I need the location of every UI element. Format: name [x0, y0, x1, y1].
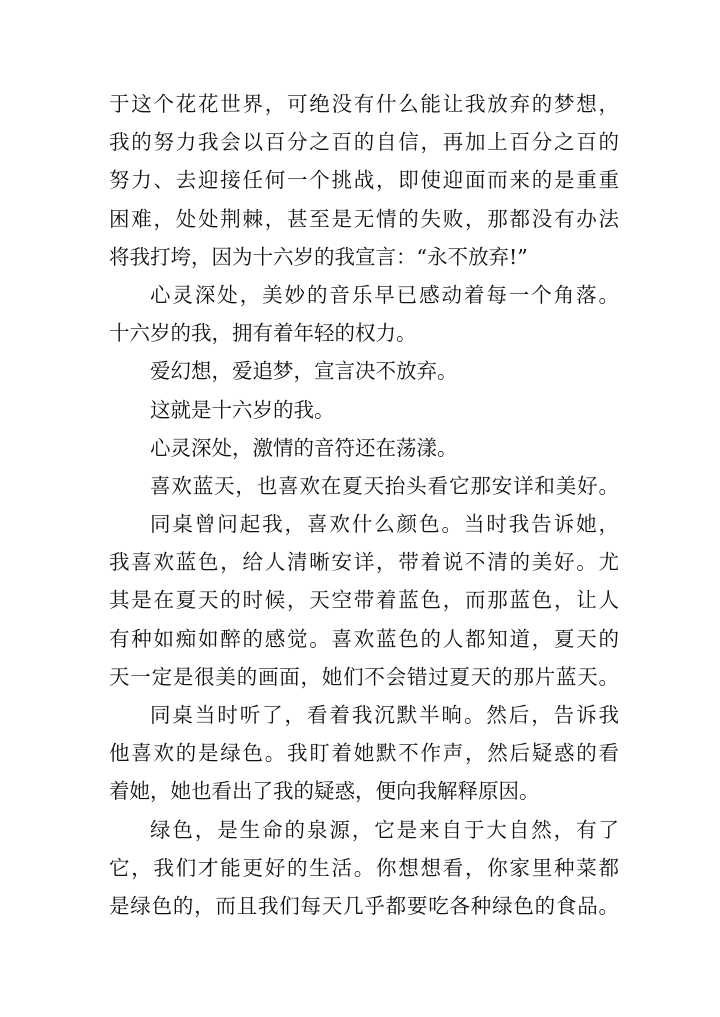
text-line: 天一定是很美的画面，她们不会错过夏天的那片蓝天。 — [109, 664, 619, 689]
text-line: 他喜欢的是绿色。我盯着她默不作声，然后疑惑的看 — [109, 741, 619, 766]
text-line: 它，我们才能更好的生活。你想想看，你家里种菜都 — [109, 855, 619, 880]
text-line: 其是在夏天的时候，天空带着蓝色，而那蓝色，让人 — [109, 588, 619, 613]
text-line: 心灵深处，激情的音符还在荡漾。 — [150, 435, 458, 460]
text-line: 同桌曾问起我，喜欢什么颜色。当时我告诉她， — [150, 512, 619, 537]
text-line: 十六岁的我，拥有着年轻的权力。 — [109, 321, 417, 346]
text-line: 于这个花花世界，可绝没有什么能让我放弃的梦想， — [109, 92, 619, 116]
text-line: 努力、去迎接任何一个挑战，即使迎面而来的是重重 — [109, 168, 619, 193]
text-line: 有种如痴如醉的感觉。喜欢蓝色的人都知道，夏天的 — [109, 626, 619, 651]
text-line: 我的努力我会以百分之百的自信，再加上百分之百的 — [109, 130, 619, 155]
text-line: 爱幻想，爱追梦，宣言决不放弃。 — [150, 359, 458, 384]
text-line: 绿色，是生命的泉源，它是来自于大自然，有了 — [150, 817, 619, 842]
text-line: 喜欢蓝天，也喜欢在夏天抬头看它那安详和美好。 — [150, 473, 619, 498]
text-line: 困难，处处荆棘，甚至是无情的失败，那都没有办法 — [109, 206, 619, 231]
body-text — [109, 85, 619, 925]
text-line: 心灵深处，美妙的音乐早已感动着每一个角落。 — [150, 282, 619, 307]
text-line: 同桌当时听了，看着我沉默半晌。然后，告诉我 — [150, 703, 619, 727]
text-line: 是绿色的，而且我们每天几乎都要吃各种绿色的食品。 — [109, 893, 619, 918]
text-line: 这就是十六岁的我。 — [150, 397, 335, 422]
text-line: 将我打垮，因为十六岁的我宣言：“永不放弃!” — [109, 244, 528, 269]
text-line: 我喜欢蓝色，给人清晰安详，带着说不清的美好。尤 — [109, 550, 619, 575]
text-line: 着她，她也看出了我的疑惑，便向我解释原因。 — [109, 779, 540, 804]
